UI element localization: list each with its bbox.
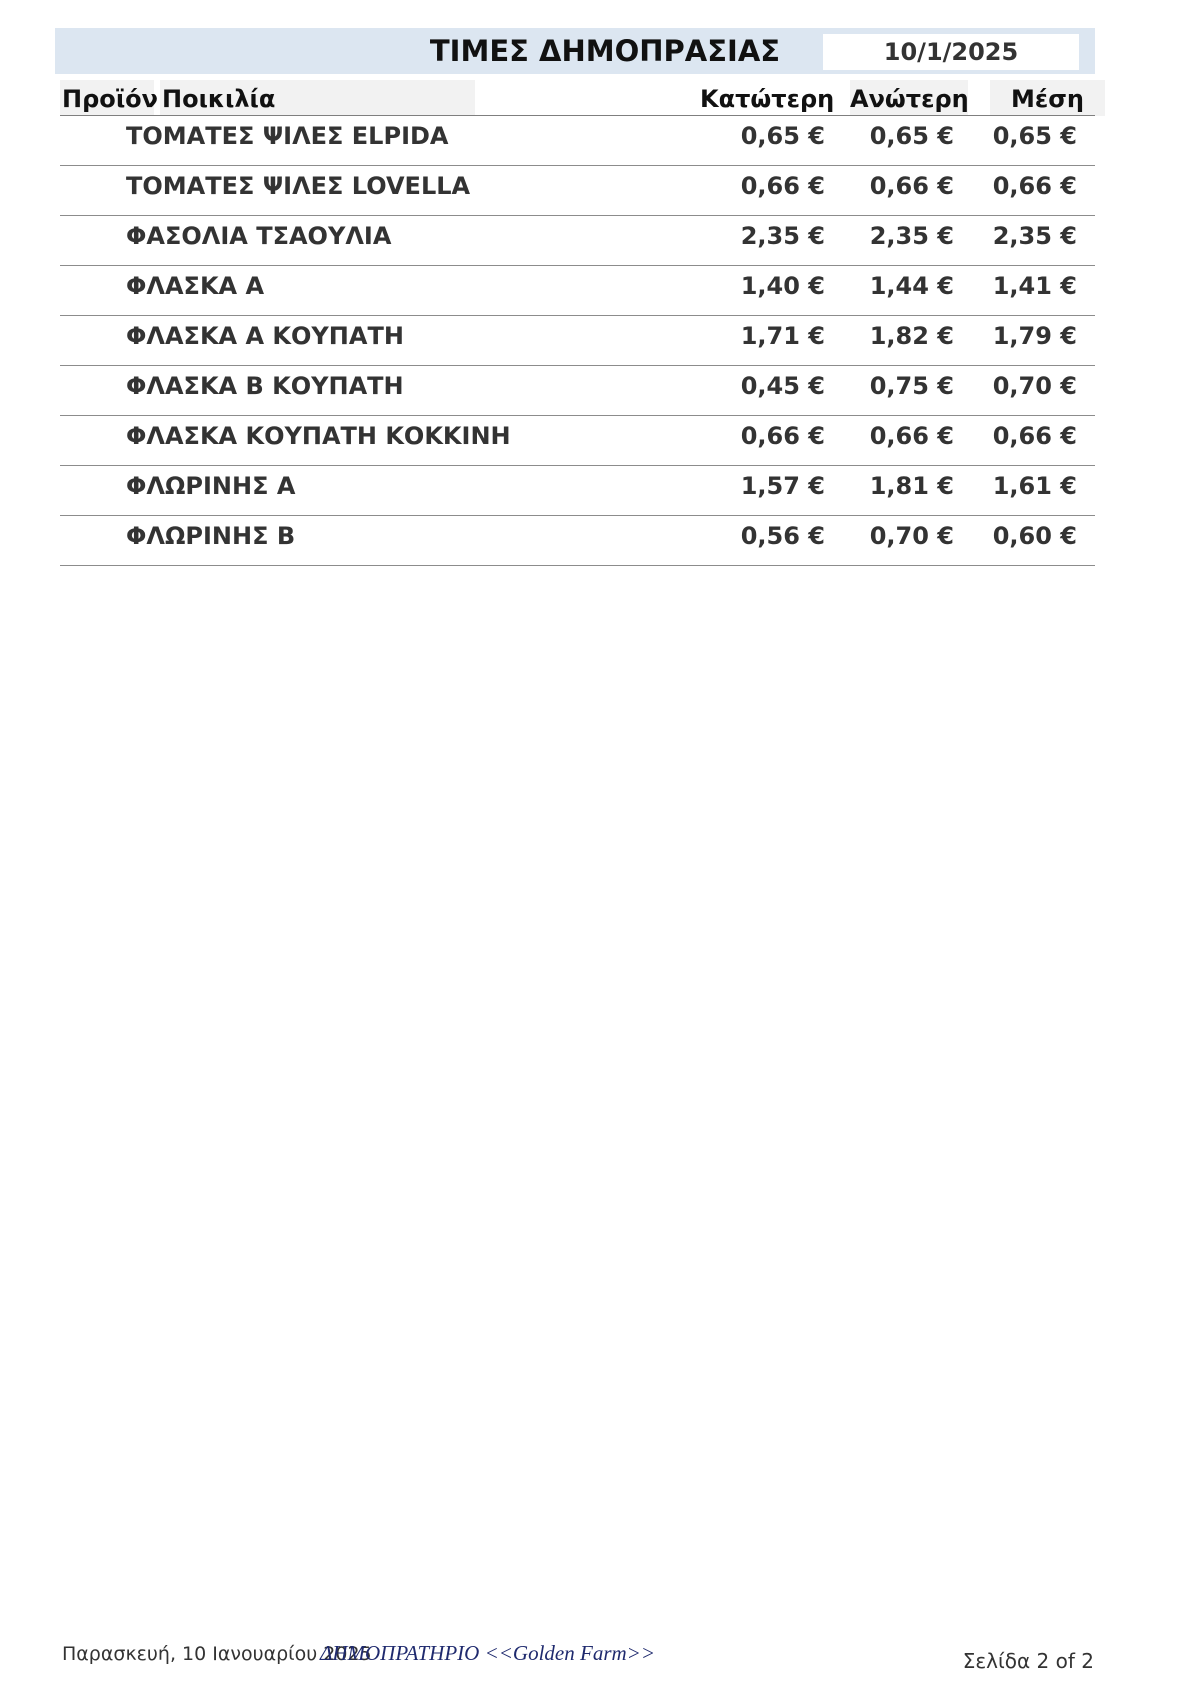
avg-price-cell: 0,60 € (992, 522, 1077, 550)
column-header-min: Κατώτερη (700, 80, 828, 116)
table-row (60, 466, 1095, 516)
min-price-cell: 0,66 € (740, 172, 825, 200)
table-row (60, 266, 1095, 316)
column-header-product: Προϊόν (60, 80, 154, 116)
max-price-cell: 0,66 € (869, 422, 954, 450)
column-header-variety: Ποικιλία (160, 80, 475, 116)
variety-cell: ΦΑΣΟΛΙΑ ΤΣΑΟΥΛΙΑ (126, 222, 392, 250)
column-header-avg: Μέση (990, 80, 1105, 116)
min-price-cell: 2,35 € (740, 222, 825, 250)
table-row (60, 416, 1095, 466)
max-price-cell: 0,66 € (869, 172, 954, 200)
min-price-cell: 1,57 € (740, 472, 825, 500)
variety-cell: ΦΛΑΣΚΑ ΚΟΥΠΑΤΗ ΚΟΚΚΙΝΗ (126, 422, 511, 450)
footer-company-name: ΔΗΜΟΠΡΑΤΗΡΙΟ <<Golden Farm>> (320, 1641, 656, 1665)
variety-cell: ΤΟΜΑΤΕΣ ΨΙΛΕΣ LOVELLA (126, 172, 471, 200)
page-title: ΤΙΜΕΣ ΔΗΜΟΠΡΑΣΙΑΣ (429, 34, 781, 68)
min-price-cell: 0,65 € (740, 122, 825, 150)
variety-cell: ΦΛΩΡΙΝΗΣ Α (126, 472, 296, 500)
page-number: Σελίδα 2 of 2 (962, 1649, 1094, 1673)
variety-cell: ΦΛΑΣΚΑ Α (126, 272, 265, 300)
avg-price-cell: 1,79 € (992, 322, 1077, 350)
table-row (60, 216, 1095, 266)
max-price-cell: 0,65 € (869, 122, 954, 150)
variety-cell: ΦΛΑΣΚΑ Α ΚΟΥΠΑΤΗ (126, 322, 404, 350)
avg-price-cell: 1,41 € (992, 272, 1077, 300)
min-price-cell: 0,56 € (740, 522, 825, 550)
footer-date: Παρασκευή, 10 Ιανουαρίου 2025 (62, 1643, 372, 1665)
min-price-cell: 1,40 € (740, 272, 825, 300)
table-row (60, 116, 1095, 166)
avg-price-cell: 2,35 € (992, 222, 1077, 250)
min-price-cell: 0,45 € (740, 372, 825, 400)
variety-cell: ΤΟΜΑΤΕΣ ΨΙΛΕΣ ELPIDA (126, 122, 449, 150)
avg-price-cell: 0,65 € (992, 122, 1077, 150)
table-row (60, 366, 1095, 416)
title-bar (55, 28, 1095, 74)
table-row (60, 316, 1095, 366)
avg-price-cell: 0,66 € (992, 172, 1077, 200)
max-price-cell: 0,75 € (869, 372, 954, 400)
variety-cell: ΦΛΩΡΙΝΗΣ Β (126, 522, 296, 550)
min-price-cell: 0,66 € (740, 422, 825, 450)
avg-price-cell: 1,61 € (992, 472, 1077, 500)
min-price-cell: 1,71 € (740, 322, 825, 350)
table-row (60, 516, 1095, 566)
max-price-cell: 1,82 € (869, 322, 954, 350)
variety-cell: ΦΛΑΣΚΑ Β ΚΟΥΠΑΤΗ (126, 372, 404, 400)
avg-price-cell: 0,66 € (992, 422, 1077, 450)
max-price-cell: 1,81 € (869, 472, 954, 500)
table-row (60, 166, 1095, 216)
max-price-cell: 0,70 € (869, 522, 954, 550)
column-header-max: Ανώτερη (850, 80, 968, 116)
price-table (60, 116, 1095, 566)
max-price-cell: 2,35 € (869, 222, 954, 250)
auction-date: 10/1/2025 (823, 34, 1079, 70)
max-price-cell: 1,44 € (869, 272, 954, 300)
avg-price-cell: 0,70 € (992, 372, 1077, 400)
